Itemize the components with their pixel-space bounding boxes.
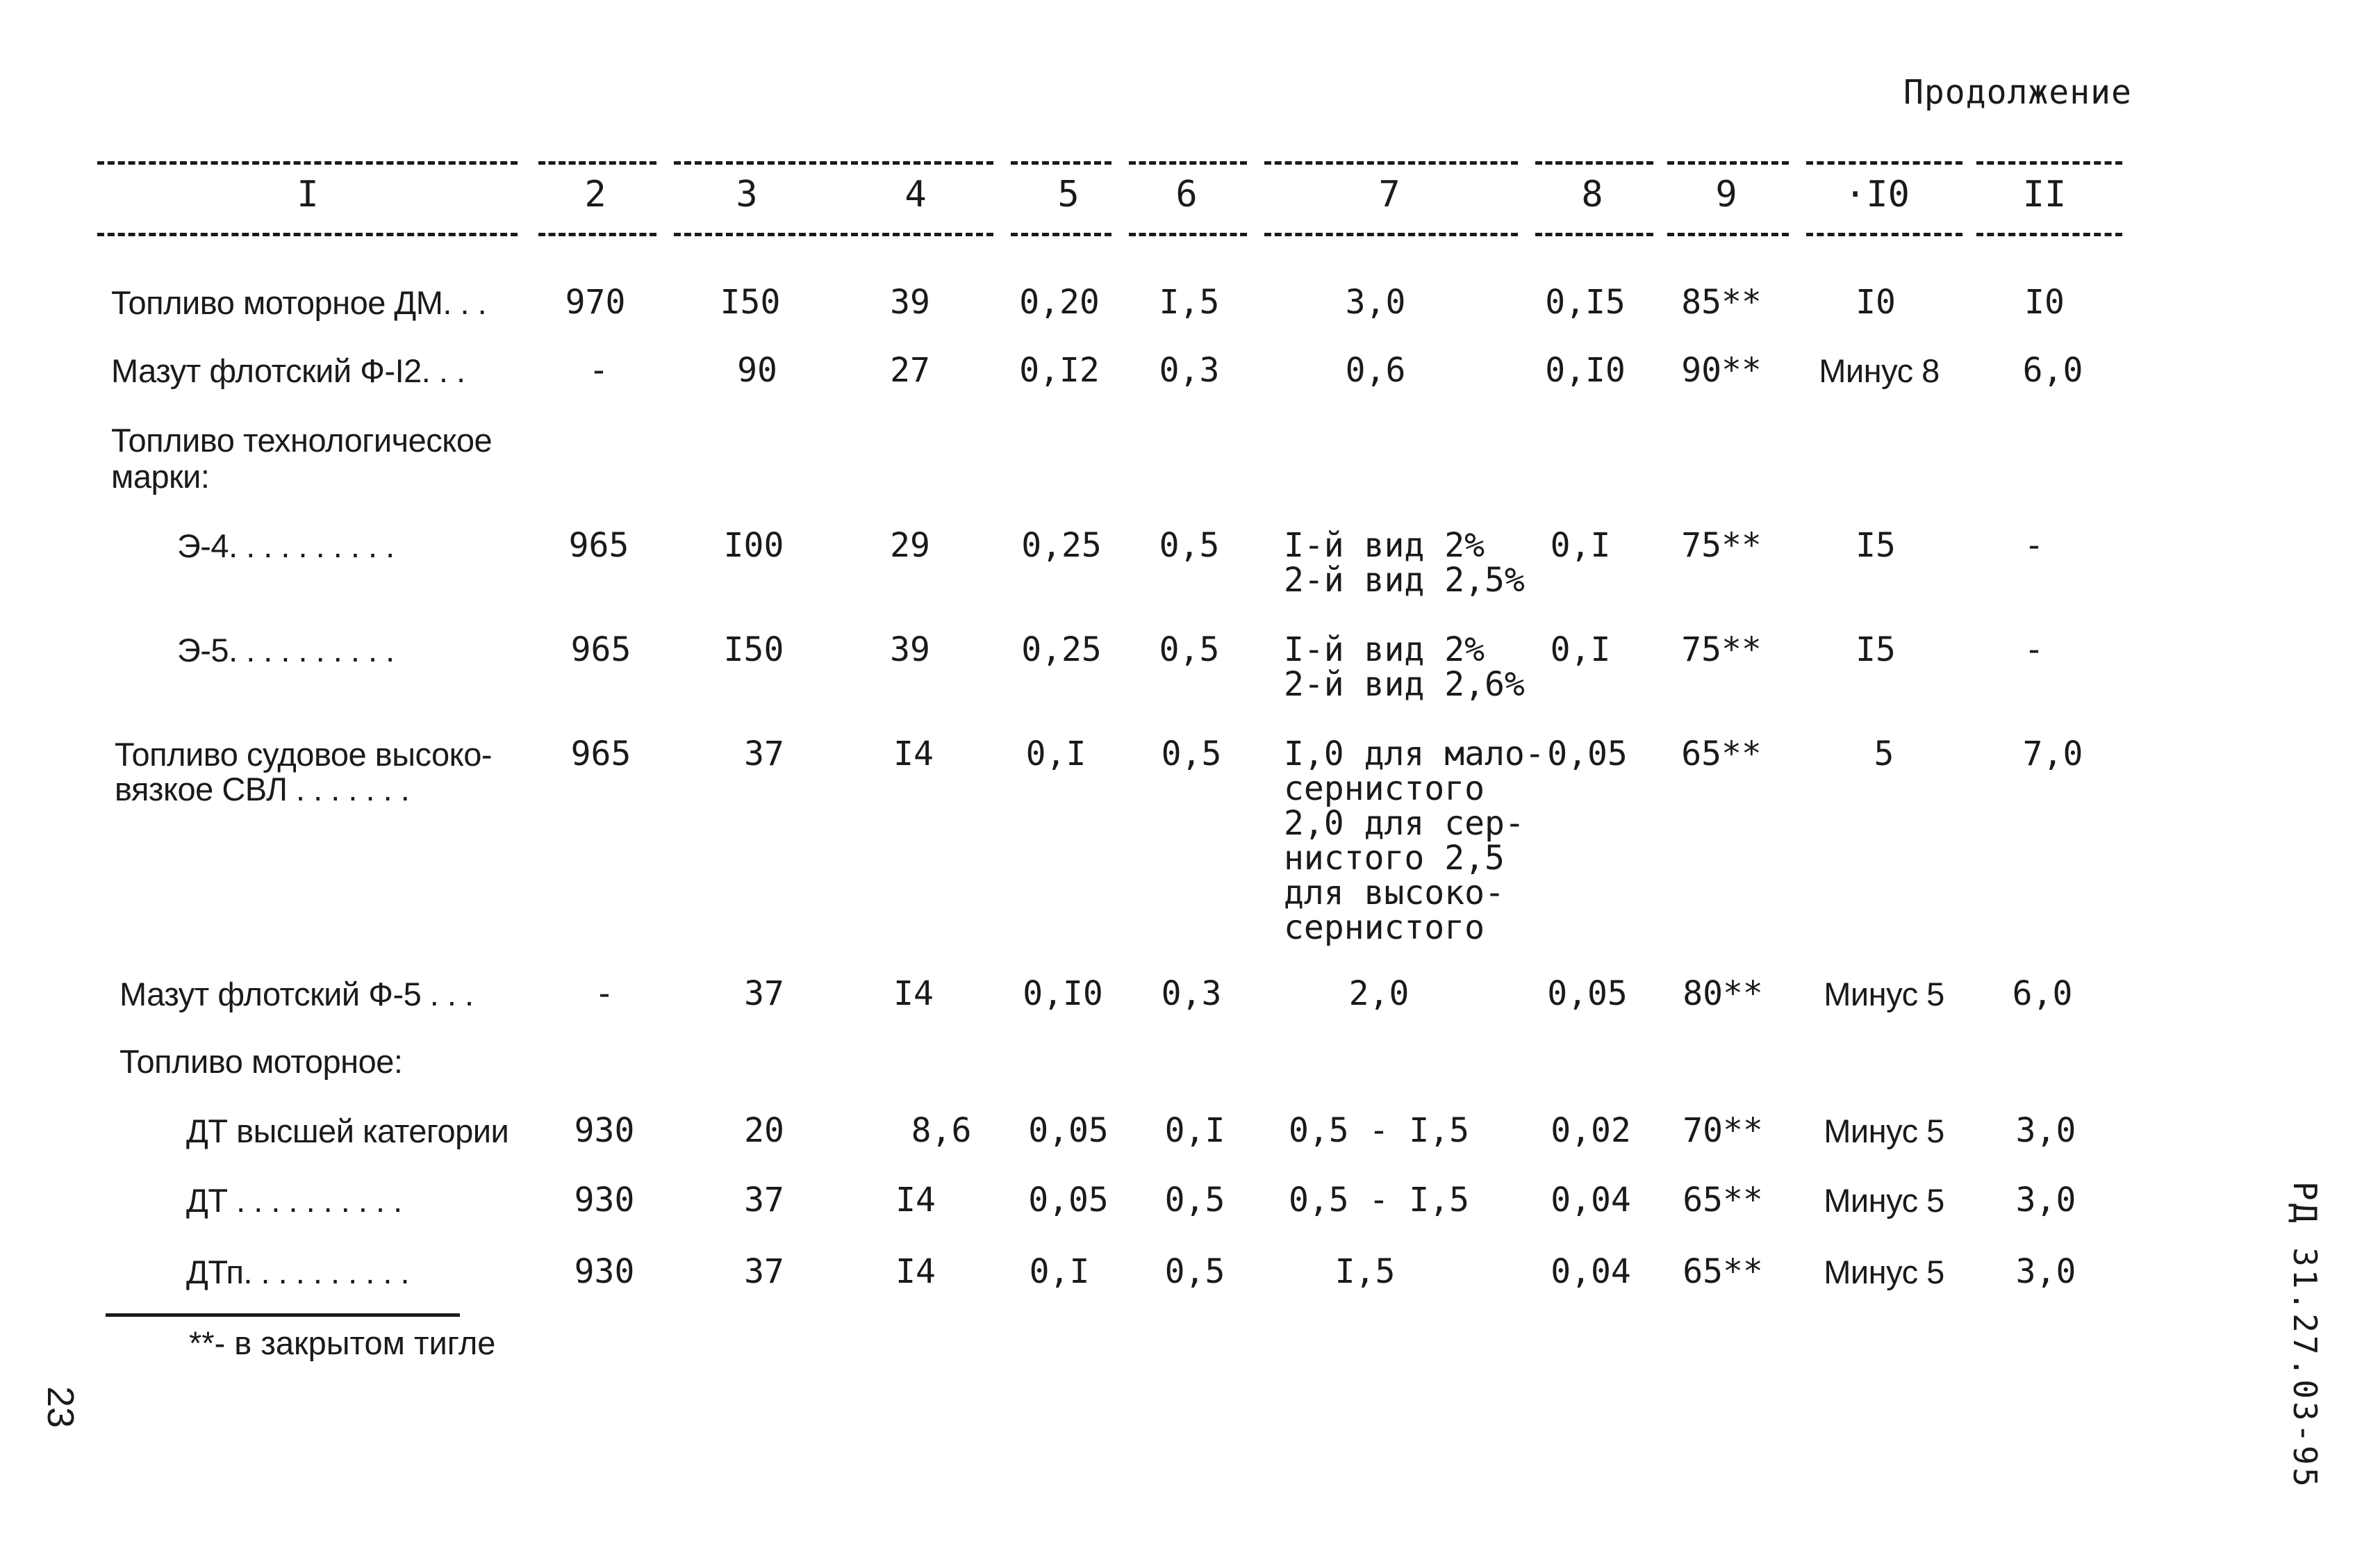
cell-c7: 2-й вид 2,5%	[1284, 561, 1525, 600]
column-header-7: 7	[1378, 174, 1400, 215]
cell-c8: 0,05	[1547, 734, 1628, 773]
cell-c10: Минус 5	[1824, 1112, 1944, 1149]
cell-c10: 5	[1874, 734, 1894, 773]
cell-c11: 3,0	[2015, 1181, 2076, 1220]
column-header-8: 8	[1581, 174, 1603, 215]
cell-c9: 75**	[1681, 526, 1762, 565]
cell-c2: 970	[565, 283, 626, 322]
cell-c6: 0,5	[1159, 526, 1220, 565]
cell-c11: -	[2024, 526, 2044, 565]
cell-c11: 7,0	[2022, 734, 2083, 773]
cell-c10: I5	[1856, 630, 1896, 669]
cell-c10: Минус 5	[1824, 1254, 1944, 1290]
row-name: ДТ . . . . . . . . . .	[186, 1182, 402, 1219]
cell-c2: 930	[574, 1252, 635, 1291]
cell-c10: I5	[1856, 526, 1896, 565]
cell-c5: 0,I0	[1023, 974, 1103, 1013]
cell-c4: I4	[895, 1252, 936, 1291]
cell-c8: 0,04	[1551, 1181, 1631, 1220]
cell-c2: -	[594, 974, 615, 1013]
column-header-3: 3	[736, 174, 758, 215]
cell-c11: 3,0	[2015, 1111, 2076, 1150]
cell-c11: 6,0	[2022, 351, 2083, 390]
column-header-4: 4	[904, 174, 927, 215]
cell-c6: 0,3	[1159, 351, 1220, 390]
cell-c10: Минус 8	[1819, 352, 1940, 389]
row-name: Мазут флотский Ф-5 . . .	[119, 976, 474, 1012]
cell-c6: 0,3	[1161, 974, 1222, 1013]
column-header-9: 9	[1715, 174, 1737, 215]
cell-c2: 930	[574, 1111, 635, 1150]
column-header-10: ·I0	[1844, 174, 1910, 215]
cell-c7: для высоко-	[1284, 873, 1505, 912]
cell-c5: 0,25	[1021, 526, 1102, 565]
cell-c5: 0,05	[1028, 1181, 1109, 1220]
column-header-5: 5	[1057, 174, 1080, 215]
cell-c2: 965	[570, 734, 631, 773]
row-name: Топливо моторное:	[119, 1043, 403, 1080]
row-name: Мазут флотский Ф-I2. . .	[111, 352, 465, 389]
row-name: Э-4. . . . . . . . . .	[177, 527, 395, 564]
cell-c7: 0,5 - I,5	[1288, 1181, 1470, 1220]
cell-c10: I0	[1856, 283, 1896, 322]
cell-c3: 37	[744, 1252, 784, 1291]
cell-c7: 2,0 для сер-	[1284, 804, 1525, 843]
cell-c5: 0,20	[1019, 283, 1100, 322]
cell-c6: 0,5	[1161, 734, 1222, 773]
cell-c2: 930	[574, 1181, 635, 1220]
column-header-11: II	[2022, 174, 2067, 215]
cell-c6: 0,I	[1164, 1111, 1225, 1150]
cell-c3: 37	[744, 1181, 784, 1220]
cell-c9: 85**	[1681, 283, 1762, 322]
cell-c4: 39	[890, 283, 930, 322]
cell-c3: 37	[744, 974, 784, 1013]
cell-c11: 6,0	[2012, 974, 2073, 1013]
cell-c4: 27	[890, 351, 930, 390]
cell-c11: 3,0	[2015, 1252, 2076, 1291]
cell-c8: 0,I	[1550, 526, 1611, 565]
cell-c8: 0,I0	[1545, 351, 1626, 390]
page-number: 23	[40, 1386, 81, 1429]
column-header-6: 6	[1175, 174, 1198, 215]
cell-c9: 65**	[1681, 734, 1762, 773]
cell-c6: I,5	[1159, 283, 1220, 322]
cell-c2: -	[588, 351, 609, 390]
cell-c3: I50	[723, 630, 784, 669]
cell-c7: I-й вид 2%	[1284, 630, 1485, 669]
cell-c9: 90**	[1681, 351, 1762, 390]
cell-c9: 65**	[1683, 1181, 1763, 1220]
cell-c7: I,0 для мало-	[1284, 734, 1545, 773]
cell-c11: I0	[2024, 283, 2065, 322]
cell-c4: I4	[895, 1181, 936, 1220]
cell-c7: 3,0	[1345, 283, 1406, 322]
cell-c8: 0,04	[1551, 1252, 1631, 1291]
cell-c5: 0,I	[1029, 1252, 1090, 1291]
cell-c3: 20	[744, 1111, 784, 1150]
cell-c4: I4	[893, 734, 934, 773]
cell-c3: I00	[723, 526, 784, 565]
cell-c3: I50	[720, 283, 781, 322]
footnote: **- в закрытом тигле	[189, 1324, 496, 1361]
row-name: Топливо технологическое	[111, 422, 493, 459]
cell-c4: 8,6	[911, 1111, 972, 1150]
cell-c2: 965	[568, 526, 629, 565]
footnote-rule	[106, 1313, 460, 1317]
cell-c4: 29	[890, 526, 930, 565]
cell-c5: 0,25	[1021, 630, 1102, 669]
cell-c3: 37	[744, 734, 784, 773]
cell-c4: 39	[890, 630, 930, 669]
cell-c7: 0,6	[1345, 351, 1406, 390]
cell-c8: 0,05	[1547, 974, 1628, 1013]
cell-c7: 2,0	[1348, 974, 1410, 1013]
cell-c5: 0,I	[1025, 734, 1086, 773]
cell-c7: I,5	[1334, 1252, 1396, 1291]
cell-c9: 70**	[1683, 1111, 1763, 1150]
cell-c7: 2-й вид 2,6%	[1284, 665, 1525, 704]
cell-c2: 965	[570, 630, 631, 669]
cell-c9: 75**	[1681, 630, 1762, 669]
cell-c6: 0,5	[1164, 1181, 1225, 1220]
cell-c6: 0,5	[1159, 630, 1220, 669]
cell-c8: 0,02	[1551, 1111, 1631, 1150]
row-name: Топливо моторное ДМ. . .	[111, 284, 487, 321]
cell-c5: 0,05	[1028, 1111, 1109, 1150]
cell-c8: 0,I5	[1545, 283, 1626, 322]
continuation-label: Продолжение	[1903, 73, 2132, 112]
row-name: Э-5. . . . . . . . . .	[177, 632, 395, 668]
document-code: РД 31.27.03-95	[2286, 1181, 2324, 1490]
cell-c3: 90	[737, 351, 777, 390]
cell-c8: 0,I	[1550, 630, 1611, 669]
cell-c9: 65**	[1683, 1252, 1763, 1291]
row-name: Топливо судовое высоко-	[115, 736, 493, 773]
cell-c11: -	[2024, 630, 2044, 669]
cell-c10: Минус 5	[1824, 976, 1944, 1012]
cell-c5: 0,I2	[1019, 351, 1100, 390]
cell-c7: нистого 2,5	[1284, 839, 1505, 878]
column-header-1: I	[297, 174, 319, 215]
cell-c7: 0,5 - I,5	[1288, 1111, 1470, 1150]
column-header-2: 2	[584, 174, 606, 215]
cell-c10: Минус 5	[1824, 1182, 1944, 1219]
cell-c6: 0,5	[1164, 1252, 1225, 1291]
row-name: ДТ высшей категории	[186, 1112, 509, 1149]
row-name: ДТп. . . . . . . . . .	[186, 1254, 410, 1290]
row-name: марки:	[111, 458, 210, 495]
cell-c4: I4	[893, 974, 934, 1013]
cell-c7: сернистого	[1284, 908, 1485, 947]
cell-c7: I-й вид 2%	[1284, 526, 1485, 565]
row-name: вязкое СВЛ . . . . . . .	[115, 771, 410, 807]
cell-c7: сернистого	[1284, 769, 1485, 808]
cell-c9: 80**	[1683, 974, 1763, 1013]
